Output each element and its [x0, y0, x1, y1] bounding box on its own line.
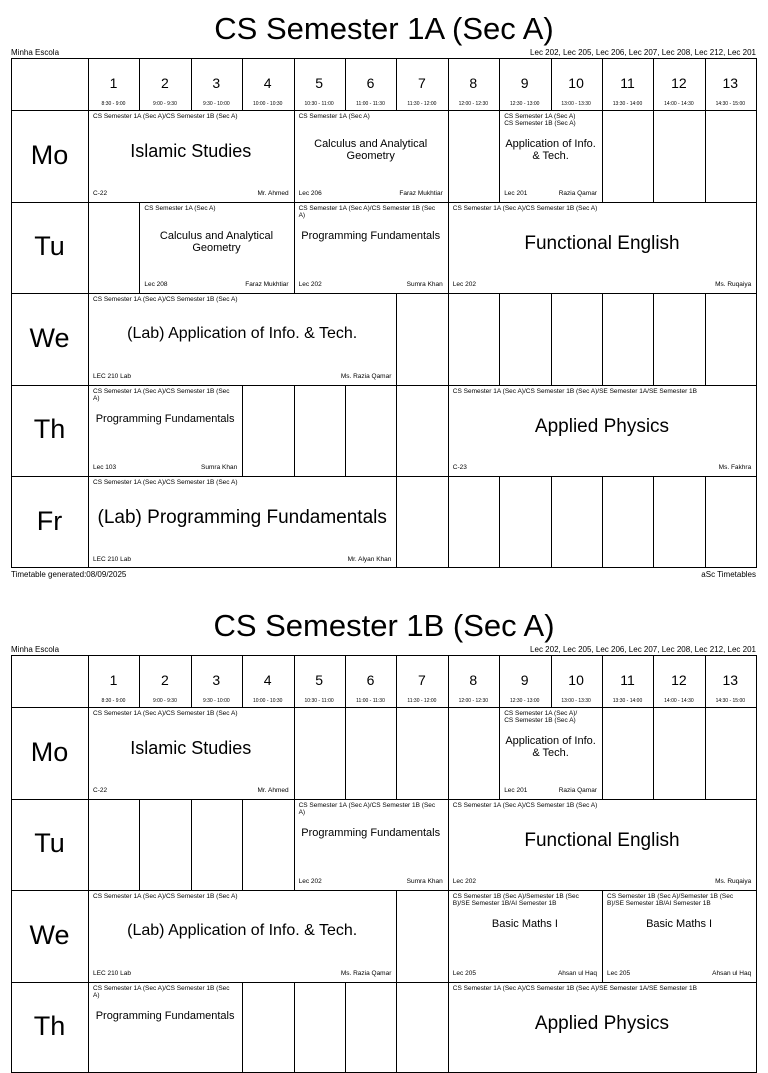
- lesson-subject: Application of Info. & Tech.: [503, 138, 598, 162]
- timetable-grid: [11, 58, 757, 568]
- lesson-room: LEC 210 Lab: [93, 970, 131, 977]
- lesson-teacher: Ms. Ruqaiya: [715, 281, 751, 288]
- period-time: 8:30 - 9:00: [88, 698, 139, 704]
- grid-line: [602, 707, 603, 799]
- lesson-teacher: Sumra Khan: [407, 281, 443, 288]
- period-time: 10:30 - 11:00: [294, 101, 345, 107]
- generated-date: Timetable generated:08/09/2025: [11, 570, 126, 579]
- period-number: 10: [551, 75, 602, 91]
- lesson-room: Lec 202: [453, 281, 476, 288]
- lesson-teacher: Sumra Khan: [201, 464, 237, 471]
- lesson-card[interactable]: [448, 890, 602, 982]
- lesson-card[interactable]: [88, 707, 294, 799]
- period-time: 11:00 - 11:30: [345, 698, 396, 704]
- grid-line: [345, 707, 346, 799]
- lesson-group: CS Semester 1A (Sec A)/CS Semester 1B (Sec A)/SE Semester 1A/SE Semester 1B: [453, 985, 751, 992]
- grid-line: [705, 476, 706, 568]
- lesson-room: LEC 210 Lab: [93, 373, 131, 380]
- grid-line: [705, 293, 706, 385]
- lesson-subject: Basic Maths I: [606, 918, 752, 930]
- lesson-room: Lec 201: [504, 787, 527, 794]
- lesson-card[interactable]: [88, 385, 242, 477]
- day-label: Th: [11, 1011, 88, 1042]
- lesson-room: Lec 205: [607, 970, 630, 977]
- period-number: 7: [396, 672, 447, 688]
- grid-line: [396, 476, 397, 568]
- lesson-subject: Applied Physics: [452, 1014, 752, 1035]
- timetable-title: CS Semester 1B (Sec A): [0, 609, 768, 643]
- period-number: 8: [448, 672, 499, 688]
- lesson-teacher: Mr. Ahmed: [258, 787, 289, 794]
- day-label: We: [11, 323, 88, 354]
- lesson-card[interactable]: [499, 110, 602, 202]
- grid-line: [756, 58, 757, 568]
- lesson-room: LEC 210 Lab: [93, 556, 131, 563]
- lesson-group: CS Semester 1A (Sec A)/CS Semester 1B (Sec A): [93, 296, 391, 303]
- day-label: We: [11, 920, 88, 951]
- period-time: 11:00 - 11:30: [345, 101, 396, 107]
- lesson-room: Lec 208: [144, 281, 167, 288]
- grid-line: [602, 476, 603, 568]
- lesson-teacher: Sumra Khan: [407, 878, 443, 885]
- lesson-subject: (Lab) Application of Info. & Tech.: [92, 325, 392, 343]
- grid-line: [345, 982, 346, 1073]
- lesson-card[interactable]: [88, 982, 242, 1073]
- grid-line: [396, 890, 397, 982]
- day-label: Th: [11, 414, 88, 445]
- day-label: Fr: [11, 506, 88, 537]
- lesson-teacher: Faraz Mukhtiar: [399, 190, 442, 197]
- period-number: 3: [191, 75, 242, 91]
- lesson-subject: Applied Physics: [452, 417, 752, 438]
- lesson-group: CS Semester 1A (Sec A)/CS Semester 1B (Sec A): [299, 205, 443, 219]
- lesson-subject: Programming Fundamentals: [298, 230, 444, 242]
- room-list: Lec 202, Lec 205, Lec 206, Lec 207, Lec 208, Lec 212, Lec 201: [530, 48, 756, 57]
- lesson-card[interactable]: [88, 293, 396, 385]
- lesson-room: Lec 202: [453, 878, 476, 885]
- lesson-group: CS Semester 1A (Sec A)/CS Semester 1B (Sec A): [93, 893, 391, 900]
- grid-line: [705, 707, 706, 799]
- grid-line: [448, 476, 449, 568]
- lesson-card[interactable]: [294, 110, 448, 202]
- grid-line: [139, 799, 140, 891]
- day-label: Tu: [11, 231, 88, 262]
- grid-line: [448, 293, 449, 385]
- timetable-page: [0, 597, 768, 1027]
- period-time: 8:30 - 9:00: [88, 101, 139, 107]
- period-number: 6: [345, 75, 396, 91]
- lesson-room: C-23: [453, 464, 467, 471]
- lesson-card[interactable]: [448, 982, 756, 1073]
- period-number: 3: [191, 672, 242, 688]
- period-number: 7: [396, 75, 447, 91]
- grid-line: [294, 982, 295, 1073]
- grid-line: [11, 655, 757, 656]
- period-number: 6: [345, 672, 396, 688]
- lesson-room: C-22: [93, 190, 107, 197]
- lesson-room: Lec 202: [299, 878, 322, 885]
- lesson-group: CS Semester 1A (Sec A)/CS Semester 1B (Sec A): [93, 985, 237, 999]
- period-time: 11:30 - 12:00: [396, 101, 447, 107]
- grid-line: [294, 385, 295, 477]
- lesson-card[interactable]: [88, 476, 396, 568]
- lesson-card[interactable]: [88, 890, 396, 982]
- lesson-card[interactable]: [448, 202, 756, 294]
- lesson-teacher: Mr. Alyan Khan: [348, 556, 392, 563]
- lesson-subject: Islamic Studies: [92, 142, 290, 162]
- period-time: 14:30 - 15:00: [705, 101, 756, 107]
- school-name: Minha Escola: [11, 48, 59, 57]
- grid-line: [602, 110, 603, 202]
- period-number: 1: [88, 75, 139, 91]
- period-number: 13: [705, 672, 756, 688]
- grid-line: [705, 110, 706, 202]
- grid-line: [448, 707, 449, 799]
- period-number: 4: [242, 75, 293, 91]
- lesson-group: CS Semester 1B (Sec A)/Semester 1B (Sec B)/SE Semester 1B/AI Semester 1B: [607, 893, 751, 907]
- lesson-subject: Programming Fundamentals: [92, 1010, 238, 1022]
- grid-line: [191, 799, 192, 891]
- lesson-group: CS Semester 1A (Sec A)/CS Semester 1B (Sec A): [299, 802, 443, 816]
- period-time: 14:00 - 14:30: [653, 698, 704, 704]
- school-name: Minha Escola: [11, 645, 59, 654]
- lesson-group: CS Semester 1A (Sec A)/CS Semester 1B (Sec A): [93, 113, 289, 120]
- lesson-subject: Programming Fundamentals: [92, 413, 238, 425]
- period-number: 1: [88, 672, 139, 688]
- period-time: 12:30 - 13:00: [499, 101, 550, 107]
- lesson-card[interactable]: [499, 707, 602, 799]
- lesson-teacher: Faraz Mukhtiar: [245, 281, 288, 288]
- lesson-teacher: Ms. Razia Qamar: [341, 373, 392, 380]
- grid-line: [602, 293, 603, 385]
- grid-line: [499, 476, 500, 568]
- lesson-subject: (Lab) Application of Info. & Tech.: [92, 922, 392, 940]
- period-time: 10:30 - 11:00: [294, 698, 345, 704]
- lesson-room: C-22: [93, 787, 107, 794]
- lesson-teacher: Mr. Ahmed: [258, 190, 289, 197]
- grid-line: [396, 707, 397, 799]
- grid-line: [242, 385, 243, 477]
- period-number: 9: [499, 672, 550, 688]
- period-time: 10:00 - 10:30: [242, 698, 293, 704]
- lesson-group: CS Semester 1A (Sec A)/CS Semester 1B (Sec A): [93, 479, 391, 486]
- lesson-group: CS Semester 1A (Sec A): [299, 113, 443, 120]
- grid-line: [653, 110, 654, 202]
- period-number: 5: [294, 672, 345, 688]
- software-credit: aSc Timetables: [701, 570, 756, 579]
- grid-line: [396, 982, 397, 1073]
- grid-line: [396, 293, 397, 385]
- lesson-card[interactable]: [602, 890, 756, 982]
- period-number: 2: [139, 672, 190, 688]
- period-number: 11: [602, 672, 653, 688]
- grid-line: [345, 385, 346, 477]
- lesson-room: Lec 201: [504, 190, 527, 197]
- period-number: 9: [499, 75, 550, 91]
- grid-line: [499, 293, 500, 385]
- timetable-title: CS Semester 1A (Sec A): [0, 12, 768, 46]
- timetable-grid: [11, 655, 757, 1073]
- lesson-group: CS Semester 1A (Sec A) CS Semester 1B (Sec A): [504, 113, 597, 127]
- grid-line: [294, 707, 295, 799]
- grid-line: [242, 982, 243, 1073]
- lesson-teacher: Ms. Razia Qamar: [341, 970, 392, 977]
- lesson-subject: Calculus and Analytical Geometry: [143, 230, 289, 254]
- lesson-subject: Islamic Studies: [92, 739, 290, 759]
- lesson-group: CS Semester 1A (Sec A): [144, 205, 288, 212]
- period-time: 13:30 - 14:00: [602, 698, 653, 704]
- period-number: 4: [242, 672, 293, 688]
- grid-line: [653, 707, 654, 799]
- lesson-group: CS Semester 1B (Sec A)/Semester 1B (Sec B)/SE Semester 1B/AI Semester 1B: [453, 893, 597, 907]
- lesson-teacher: Ahsan ul Haq: [558, 970, 597, 977]
- lesson-room: Lec 202: [299, 281, 322, 288]
- lesson-subject: Basic Maths I: [452, 918, 598, 930]
- period-time: 13:00 - 13:30: [551, 698, 602, 704]
- lesson-teacher: Razia Qamar: [559, 190, 597, 197]
- lesson-subject: Application of Info. & Tech.: [503, 735, 598, 759]
- lesson-room: Lec 103: [93, 464, 116, 471]
- lesson-subject: Calculus and Analytical Geometry: [298, 138, 444, 162]
- period-number: 8: [448, 75, 499, 91]
- lesson-card[interactable]: [448, 799, 756, 891]
- period-time: 11:30 - 12:00: [396, 698, 447, 704]
- room-list: Lec 202, Lec 205, Lec 206, Lec 207, Lec 208, Lec 212, Lec 201: [530, 645, 756, 654]
- grid-line: [551, 476, 552, 568]
- period-time: 13:00 - 13:30: [551, 101, 602, 107]
- lesson-group: CS Semester 1A (Sec A)/ CS Semester 1B (Sec A): [504, 710, 597, 724]
- day-label: Mo: [11, 140, 88, 171]
- grid-line: [11, 58, 12, 568]
- lesson-subject: Programming Fundamentals: [298, 827, 444, 839]
- period-time: 9:30 - 10:00: [191, 698, 242, 704]
- lesson-teacher: Ahsan ul Haq: [712, 970, 751, 977]
- lesson-room: Lec 205: [453, 970, 476, 977]
- grid-line: [551, 293, 552, 385]
- grid-line: [11, 58, 757, 59]
- grid-line: [448, 110, 449, 202]
- lesson-card[interactable]: [88, 110, 294, 202]
- period-time: 9:30 - 10:00: [191, 101, 242, 107]
- period-number: 5: [294, 75, 345, 91]
- period-time: 12:00 - 12:30: [448, 101, 499, 107]
- period-time: 14:00 - 14:30: [653, 101, 704, 107]
- grid-line: [396, 385, 397, 477]
- lesson-subject: (Lab) Programming Fundamentals: [92, 508, 392, 529]
- lesson-group: CS Semester 1A (Sec A)/CS Semester 1B (Sec A): [93, 388, 237, 402]
- period-number: 12: [653, 672, 704, 688]
- lesson-group: CS Semester 1A (Sec A)/CS Semester 1B (Sec A): [453, 802, 751, 809]
- grid-line: [653, 293, 654, 385]
- day-label: Mo: [11, 737, 88, 768]
- lesson-subject: Functional English: [452, 234, 752, 255]
- period-time: 14:30 - 15:00: [705, 698, 756, 704]
- lesson-group: CS Semester 1A (Sec A)/CS Semester 1B (Sec A)/SE Semester 1A/SE Semester 1B: [453, 388, 751, 395]
- lesson-card[interactable]: [294, 202, 448, 294]
- grid-line: [653, 476, 654, 568]
- lesson-card[interactable]: [294, 799, 448, 891]
- lesson-teacher: Ms. Fakhra: [719, 464, 752, 471]
- period-number: 11: [602, 75, 653, 91]
- period-number: 12: [653, 75, 704, 91]
- period-number: 10: [551, 672, 602, 688]
- lesson-card[interactable]: [139, 202, 293, 294]
- lesson-subject: Functional English: [452, 831, 752, 852]
- lesson-group: CS Semester 1A (Sec A)/CS Semester 1B (Sec A): [453, 205, 751, 212]
- period-time: 12:30 - 13:00: [499, 698, 550, 704]
- period-time: 9:00 - 9:30: [139, 101, 190, 107]
- period-time: 9:00 - 9:30: [139, 698, 190, 704]
- period-time: 12:00 - 12:30: [448, 698, 499, 704]
- day-label: Tu: [11, 828, 88, 859]
- period-time: 10:00 - 10:30: [242, 101, 293, 107]
- lesson-teacher: Ms. Ruqaiya: [715, 878, 751, 885]
- lesson-card[interactable]: [448, 385, 756, 477]
- grid-line: [242, 799, 243, 891]
- period-number: 2: [139, 75, 190, 91]
- period-time: 13:30 - 14:00: [602, 101, 653, 107]
- lesson-room: Lec 206: [299, 190, 322, 197]
- lesson-group: CS Semester 1A (Sec A)/CS Semester 1B (Sec A): [93, 710, 289, 717]
- lesson-teacher: Razia Qamar: [559, 787, 597, 794]
- period-number: 13: [705, 75, 756, 91]
